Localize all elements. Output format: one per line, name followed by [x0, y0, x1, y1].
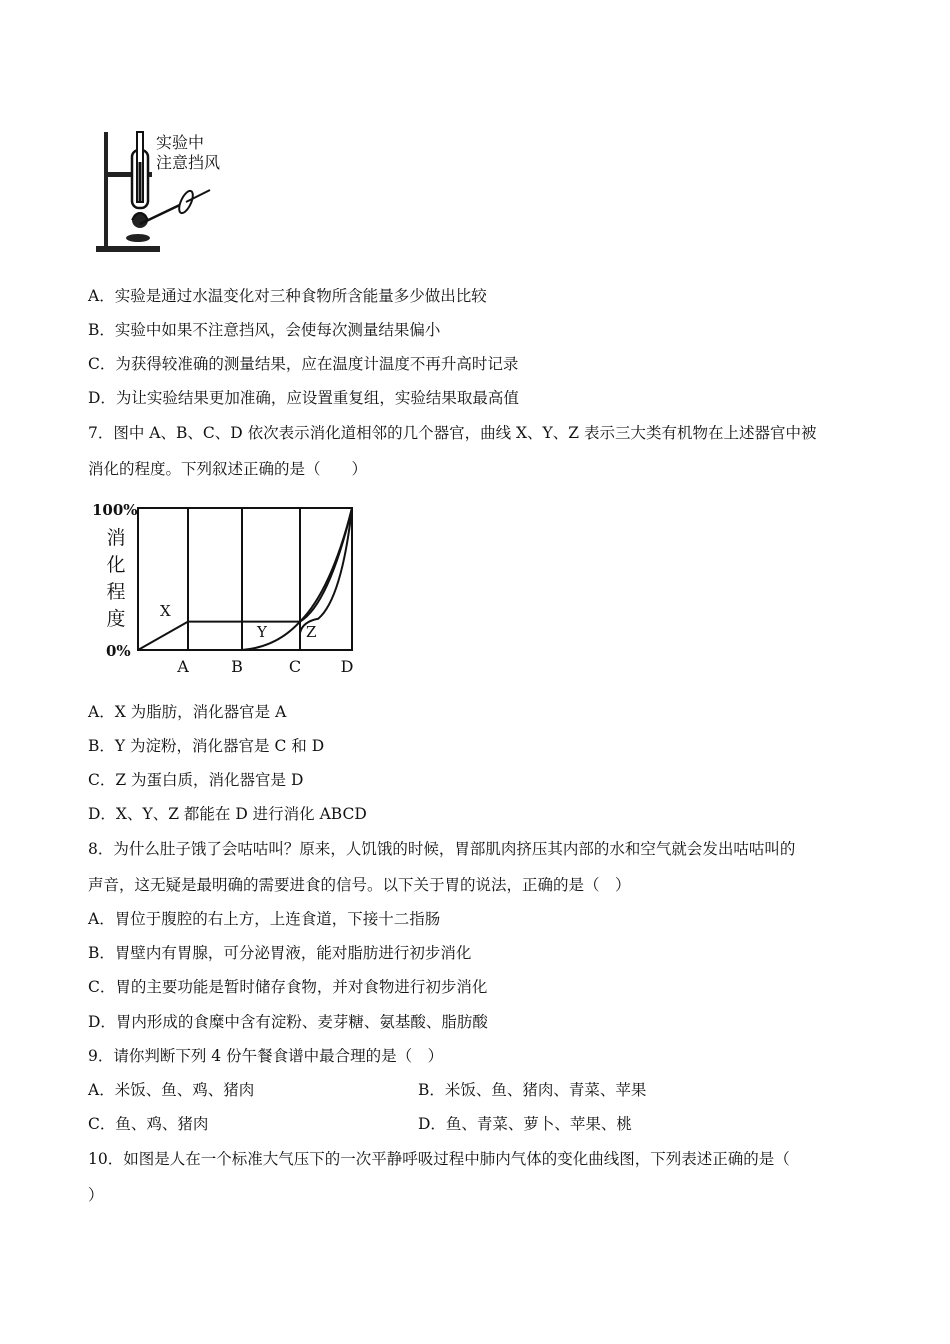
q8-stem-line1: 8．为什么肚子饿了会咕咕叫？原来，人饥饿的时候，胃部肌肉挤压其内部的水和空气就会发出咕咕叫的	[88, 840, 796, 858]
ylabel-char: 消	[106, 527, 126, 549]
q9-option-c: C．鱼、鸡、猪肉	[88, 1115, 209, 1133]
q8-option-b: B．胃壁内有胃腺，可分泌胃液，能对脂肪进行初步消化	[88, 944, 472, 962]
q7-stem-line2: 消化的程度。下列叙述正确的是（ ）	[88, 460, 368, 478]
q6-option-d: D．为让实验结果更加准确，应设置重复组，实验结果取最高值	[88, 389, 519, 407]
q10-stem-line2: ）	[88, 1186, 104, 1204]
q6-option-b: B．实验中如果不注意挡风，会使每次测量结果偏小	[88, 321, 441, 339]
ylabel-char: 程	[106, 581, 126, 603]
xcat-label-D: D	[340, 657, 354, 676]
q6-option-c: C．为获得较准确的测量结果，应在温度计温度不再升高时记录	[88, 355, 519, 373]
q8-stem-line2: 声音，这无疑是最明确的需要进食的信号。以下关于胃的说法，正确的是（ ）	[88, 876, 631, 894]
q7-option-d: D．X、Y、Z 都能在 D 进行消化 ABCD	[88, 805, 367, 823]
q7-option-a: A．X 为脂肪，消化器官是 A	[88, 703, 287, 721]
stand-rod	[104, 132, 108, 248]
q9-stem: 9．请你判断下列 4 份午餐食谱中最合理的是（ ）	[88, 1047, 444, 1065]
chart-frame	[138, 508, 352, 650]
apparatus-note-line1: 实验中	[156, 133, 205, 152]
apparatus-drawing	[92, 128, 242, 264]
curve-label-Z: Z	[306, 623, 317, 642]
q8-option-a: A．胃位于腹腔的右上方，上连食道，下接十二指肠	[88, 910, 441, 928]
q7-stem-line1: 7．图中 A、B、C、D 依次表示消化道相邻的几个器官，曲线 X、Y、Z 表示三大类有机物在上述器官中被	[88, 424, 817, 442]
xcat-label-C: C	[288, 657, 302, 676]
thermometer-liquid	[139, 162, 142, 202]
q9-option-b: B．米饭、鱼、猪肉、青菜、苹果	[418, 1081, 647, 1099]
xcat-label-B: B	[231, 657, 243, 676]
ylabel-char: 度	[106, 608, 126, 630]
ylabel-char: 化	[106, 554, 126, 576]
q9-option-a: A．米饭、鱼、鸡、猪肉	[88, 1081, 255, 1099]
digestion-chart-svg	[90, 498, 370, 680]
curve-label-X: X	[160, 601, 171, 620]
xcat-label-A: A	[177, 657, 189, 676]
q10-stem-line1: 10．如图是人在一个标准大气压下的一次平静呼吸过程中肺内气体的变化曲线图，下列表述正确的是（	[88, 1150, 790, 1168]
q8-option-c: C．胃的主要功能是暂时储存食物，并对食物进行初步消化	[88, 978, 488, 996]
q7-option-c: C．Z 为蛋白质，消化器官是 D	[88, 771, 304, 789]
q6-option-a: A．实验是通过水温变化对三种食物所含能量多少做出比较	[88, 287, 487, 305]
apparatus-note-line2: 注意挡风	[156, 153, 221, 172]
curve-label-Y: Y	[257, 623, 267, 642]
dish	[126, 234, 150, 242]
digestion-chart	[90, 498, 370, 680]
ytick-0: 0%	[106, 642, 131, 660]
apparatus-figure	[92, 128, 242, 264]
q7-option-b: B．Y 为淀粉，消化器官是 C 和 D	[88, 737, 325, 755]
curve-X	[138, 508, 352, 650]
ytick-100: 100%	[92, 501, 138, 519]
q9-option-d: D．鱼、青菜、萝卜、苹果、桃	[418, 1115, 632, 1133]
q8-option-d: D．胃内形成的食糜中含有淀粉、麦芽糖、氨基酸、脂肪酸	[88, 1013, 488, 1031]
